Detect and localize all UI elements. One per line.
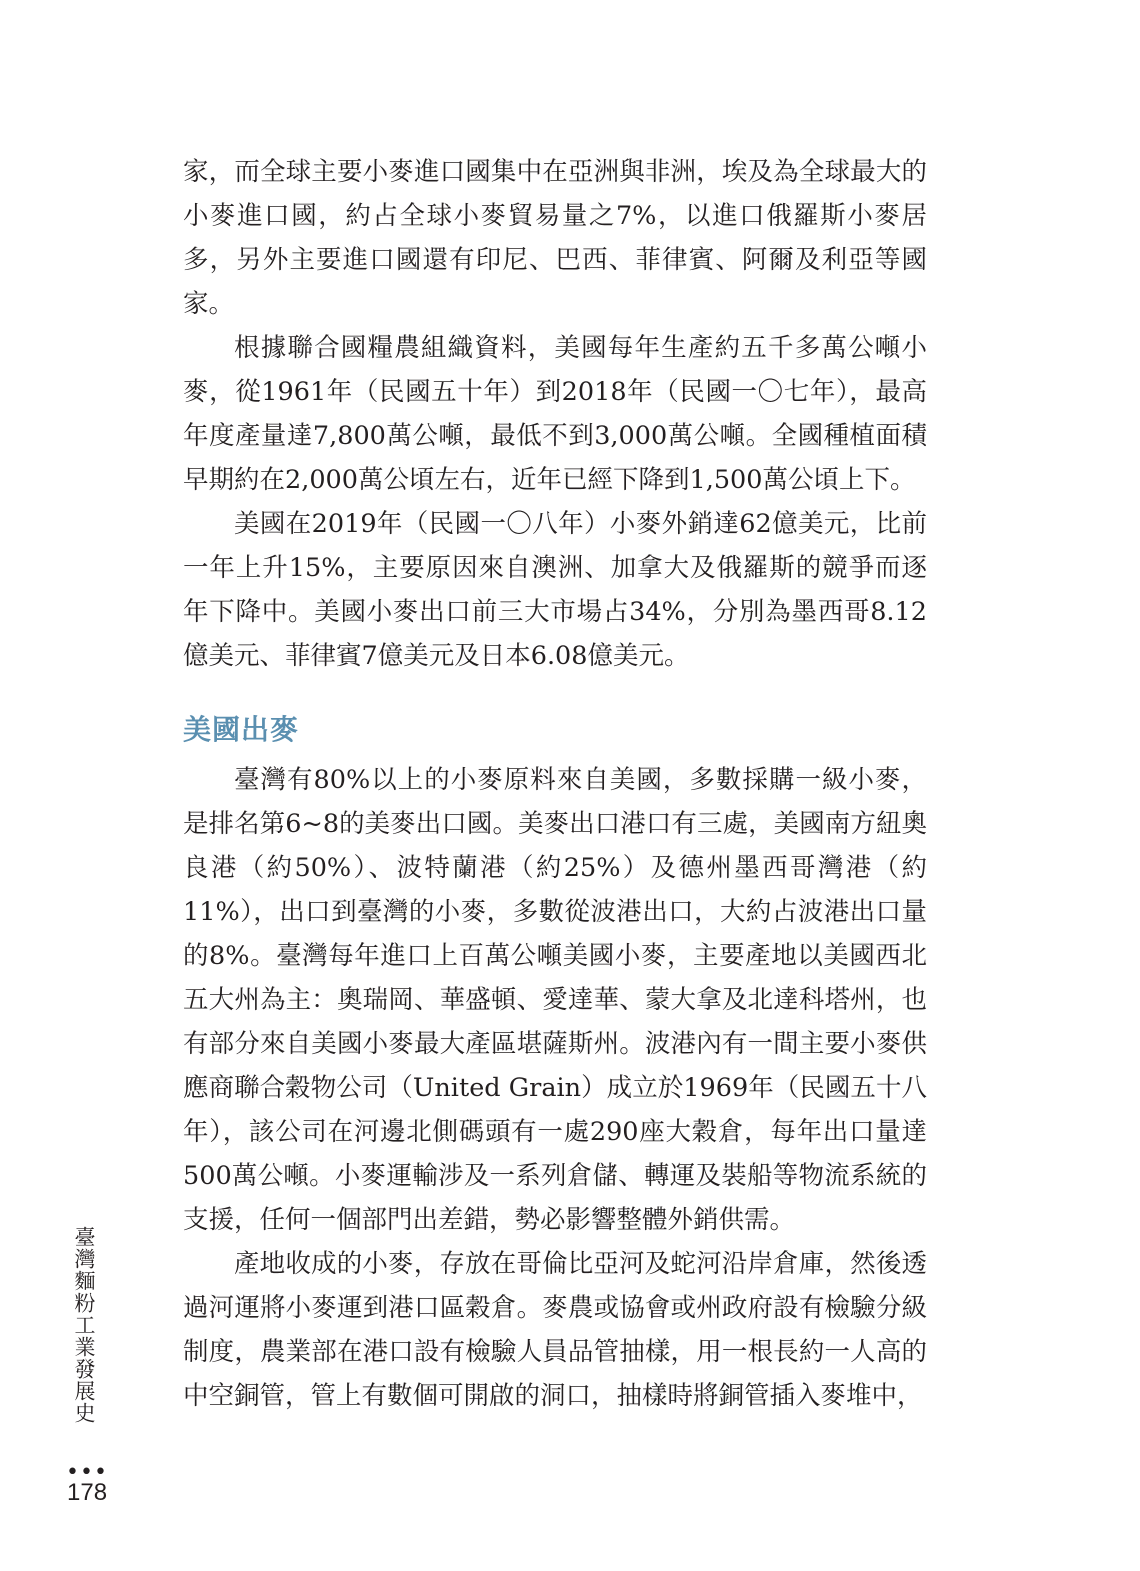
body-paragraph: 產地收成的小麥，存放在哥倫比亞河及蛇河沿岸倉庫，然後透過河運將小麥運到港口區穀倉。麥農或協會或州政府設有檢驗分級制度，農業部在港口設有檢驗人員品管抽樣，用一根長約一人高的中空銅管，管上有數個可開啟的洞口，抽樣時將銅管插入麥堆中， bbox=[183, 1249, 927, 1411]
body-paragraph: 美國在2019年（民國一〇八年）小麥外銷達62億美元，比前一年上升15%，主要原因來自澳洲、加拿大及俄羅斯的競爭而逐年下降中。美國小麥出口前三大市場占34%，分別為墨西哥8.12億美元、菲律賓7億美元及日本6.08億美元。 bbox=[183, 509, 927, 671]
section-heading: 美國出麥 bbox=[183, 713, 300, 746]
page-number-dots: ••• bbox=[66, 1460, 108, 1485]
running-book-title: 臺灣麵粉工業發展史 bbox=[72, 1226, 96, 1424]
body-paragraph: 家，而全球主要小麥進口國集中在亞洲與非洲，埃及為全球最大的小麥進口國，約占全球小麥貿易量之7%，以進口俄羅斯小麥居多，另外主要進口國還有印尼、巴西、菲律賓、阿爾及利亞等國家。 bbox=[183, 157, 927, 319]
body-paragraph: 根據聯合國糧農組織資料，美國每年生產約五千多萬公噸小麥，從1961年（民國五十年）到2018年（民國一〇七年），最高年度產量達7,800萬公噸，最低不到3,000萬公噸。全國種植面積早期約在2,000萬公頃左右，近年已經下降到1,500萬公頃上下。 bbox=[183, 333, 927, 495]
body-paragraph: 臺灣有80%以上的小麥原料來自美國，多數採購一級小麥，是排名第6~8的美麥出口國。美麥出口港口有三處，美國南方紐奧良港（約50%）、波特蘭港（約25%）及德州墨西哥灣港（約11%），出口到臺灣的小麥，多數從波港出口，大約占波港出口量的8%。臺灣每年進口上百萬公噸美國小麥，主要產地以美國西北五大州為主：奧瑞岡、華盛頓、愛達華、蒙大拿及北達科塔州，也有部分來自美國小麥最大產區堪薩斯州。波港內有一間主要小麥供應商聯合穀物公司（United Grain）成立於1969年（民國五十八年），該公司在河邊北側碼頭有一處290座大穀倉，每年出口量達500萬公噸。小麥運輸涉及一系列倉儲、轉運及裝船等物流系統的支援，任何一個部門出差錯，勢必影響整體外銷供需。 bbox=[183, 765, 927, 1235]
main-text-column bbox=[183, 150, 927, 1418]
page-number: 178 bbox=[67, 1479, 108, 1506]
